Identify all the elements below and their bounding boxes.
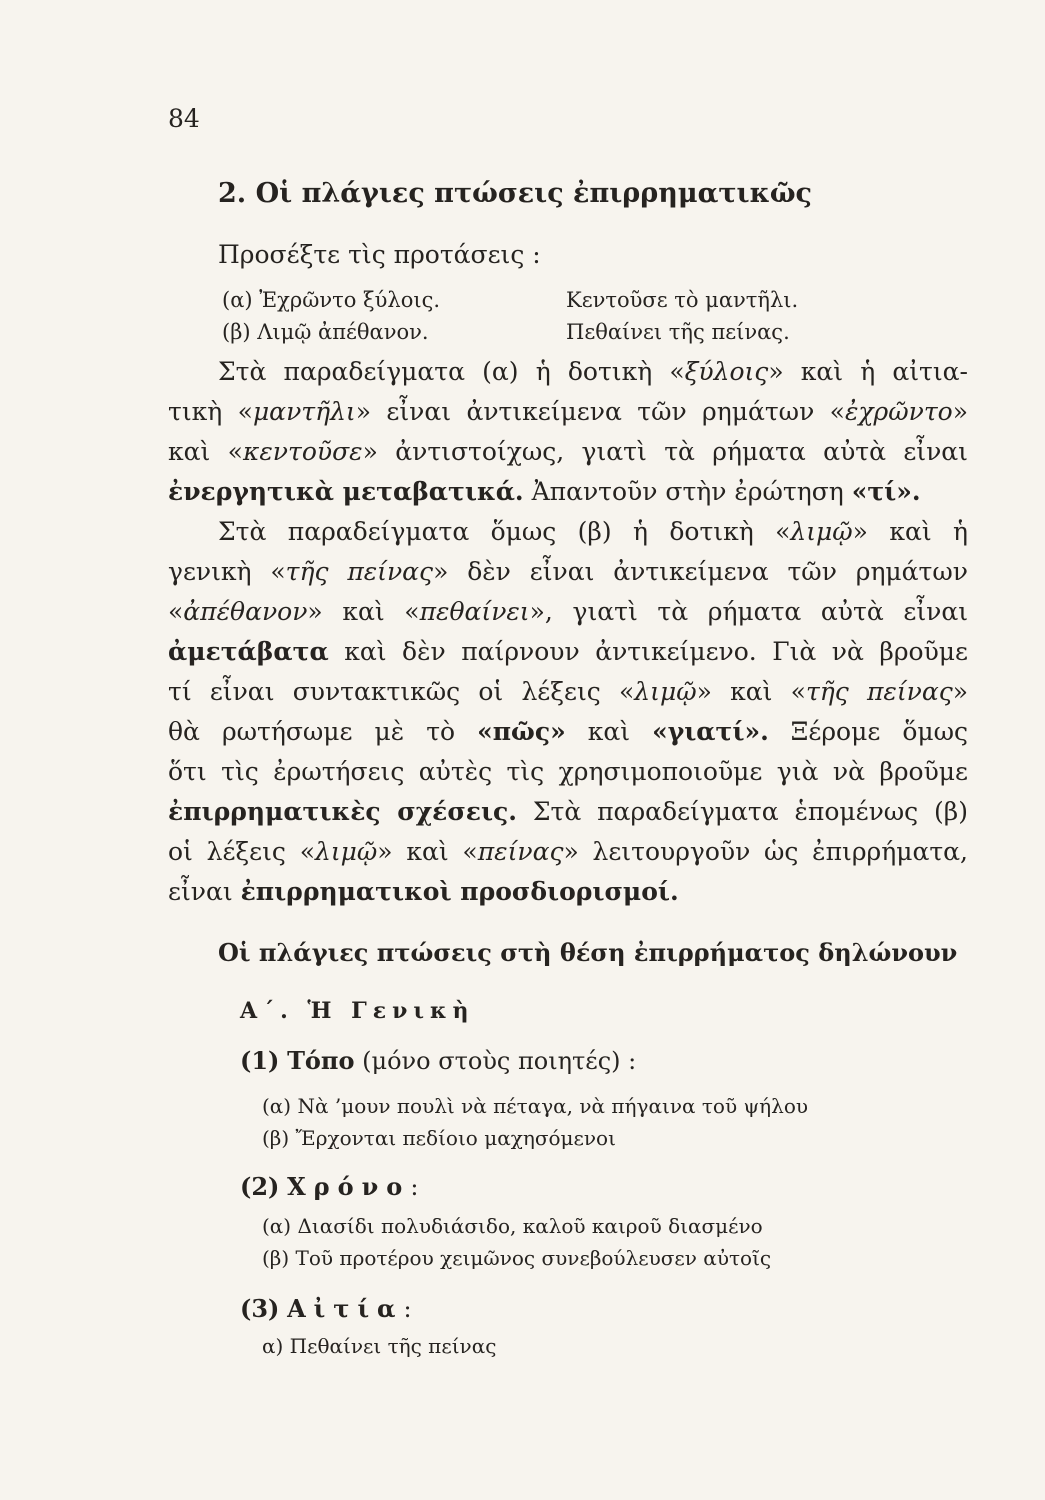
bold-term: ἀμετάβατα: [168, 637, 329, 666]
text-run: » ἀντιστοίχως, γιατὶ τὰ ρήματα αὐτὰ εἶναι: [362, 437, 968, 466]
category-time: [240, 1172, 418, 1201]
italic-term: μαντῆλι: [252, 397, 356, 426]
category-label: Χρόνο: [287, 1172, 411, 1201]
italic-term: κεντοῦσε: [242, 437, 363, 466]
text-run: Στὰ παραδείγματα ὅμως (β) ἡ δοτικὴ «: [218, 517, 791, 546]
text-run: τί εἶναι συντακτικῶς οἱ λέξεις «: [168, 677, 635, 706]
paragraph-2: [168, 512, 968, 912]
text-run: »: [952, 397, 968, 426]
bold-term: «πῶς»: [477, 717, 566, 746]
text-run: Ξέρομε ὅμως: [768, 717, 969, 746]
text-run: » καὶ «: [377, 837, 478, 866]
text-run: » δὲν εἶναι ἀντικείμενα τῶν ρημάτων: [433, 557, 968, 586]
italic-term: ἐχρῶντο: [844, 397, 953, 426]
paragraph-line: [168, 352, 968, 392]
category-cause: [240, 1294, 412, 1323]
bold-term: ἐπιρρηματικὲς σχέσεις.: [168, 797, 517, 826]
paragraph-line: ὅτι τὶς ἐρωτήσεις αὐτὲς τὶς χρησιμοποιοῦμε γιὰ νὰ βροῦμε: [168, 757, 968, 786]
paragraph-1: [168, 352, 968, 512]
category-label: Τόπο: [287, 1046, 355, 1075]
text-run: », γιατὶ τὰ ρήματα αὐτὰ εἶναι: [529, 597, 968, 626]
italic-term: τῆς πείνας: [805, 677, 953, 706]
text-run: γενικὴ «: [168, 557, 286, 586]
category-example: (α) Νὰ ’μουν πουλὶ νὰ πέταγα, νὰ πήγαινα τοῦ ψήλου: [262, 1094, 809, 1118]
genitive-heading: Α΄. Ἡ Γενικὴ: [240, 998, 475, 1024]
category-number: (1): [240, 1046, 280, 1075]
text-run: Στὰ παραδείγματα ἑπομένως (β): [517, 797, 968, 826]
category-place: [240, 1046, 636, 1075]
bold-term: «γιατί».: [652, 717, 769, 746]
italic-term: τῆς πείνας: [285, 557, 434, 586]
example-b-right: Πεθαίνει τῆς πείνας.: [566, 320, 790, 344]
category-example: α) Πεθαίνει τῆς πείνας: [262, 1334, 497, 1358]
text-run: » καὶ «: [307, 597, 420, 626]
paragraph-line: [168, 512, 968, 552]
example-b-left: (β) Λιμῷ ἀπέθανον.: [222, 320, 429, 344]
section-title: 2. Οἱ πλάγιες πτώσεις ἐπιρρηματικῶς: [218, 178, 812, 209]
italic-term: λιμῷ: [790, 517, 853, 546]
text-run: καὶ «: [168, 437, 243, 466]
category-number: (2): [240, 1172, 280, 1201]
bold-term: «τί».: [851, 477, 921, 506]
text-run: καὶ δὲν παίρνουν ἀντικείμενο. Γιὰ νὰ βροῦμε: [328, 637, 968, 666]
paragraph-line: [168, 592, 968, 632]
italic-term: λιμῷ: [634, 677, 697, 706]
text-run: » καὶ ἡ: [852, 517, 969, 546]
text-run: θὰ ρωτήσωμε μὲ τὸ: [168, 717, 478, 746]
text-run: » καὶ ἡ αἰτια-: [768, 357, 968, 386]
text-run: »: [952, 677, 968, 706]
category-note: :: [410, 1173, 419, 1201]
bold-term: ἐνεργητικὰ μεταβατικά.: [168, 477, 524, 506]
italic-term: ξύλοις: [684, 357, 769, 386]
paragraph-line: [168, 552, 968, 592]
text-run: » εἶναι ἀντικείμενα τῶν ρημάτων «: [355, 397, 845, 426]
text-run: » καὶ «: [696, 677, 806, 706]
category-label: Αἰτία: [287, 1294, 404, 1323]
paragraph-line: [168, 672, 968, 712]
category-note: :: [403, 1295, 412, 1323]
paragraph-line: [168, 392, 968, 432]
category-note: (μόνο στοὺς ποιητές) :: [354, 1047, 637, 1075]
category-example: (α) Διασίδι πολυδιάσιδο, καλοῦ καιροῦ διασμένο: [262, 1214, 763, 1238]
paragraph-line: [168, 632, 968, 672]
paragraph-line: [168, 712, 968, 752]
example-a-right: Κεντοῦσε τὸ μαντῆλι.: [566, 288, 799, 312]
example-a-left: (α) Ἐχρῶντο ξύλοις.: [222, 288, 441, 312]
paragraph-line: [168, 832, 968, 872]
text-run: Στὰ παραδείγματα (α) ἡ δοτικὴ «: [218, 357, 685, 386]
paragraph-line: [168, 792, 968, 832]
text-run: » λειτουργοῦν ὡς ἐπιρρήματα,: [563, 837, 968, 866]
paragraph-line: [168, 432, 968, 472]
text-run: τικὴ «: [168, 397, 253, 426]
italic-term: πείνας: [477, 837, 564, 866]
italic-term: πεθαίνει: [419, 597, 530, 626]
paragraph-line: [168, 472, 968, 512]
italic-term: ἀπέθανον: [183, 597, 308, 626]
text-run: καὶ: [565, 717, 653, 746]
category-example: (β) Ἔρχονται πεδίοιο μαχησόμενοι: [262, 1126, 616, 1150]
text-run: Ἀπαντοῦν στὴν ἐρώτηση: [523, 477, 852, 506]
italic-term: λιμῷ: [315, 837, 378, 866]
category-number: (3): [240, 1294, 280, 1323]
text-run: οἱ λέξεις «: [168, 837, 315, 866]
category-example: (β) Τοῦ προτέρου χειμῶνος συνεβούλευσεν αὐτοῖς: [262, 1246, 772, 1270]
intro-text: Προσέξτε τὶς προτάσεις :: [218, 240, 541, 269]
subheading: Οἱ πλάγιες πτώσεις στὴ θέση ἐπιρρήματος δηλώνουν: [218, 938, 958, 967]
text-run: εἶναι: [168, 877, 241, 906]
paragraph-line: [168, 872, 968, 912]
bold-term: ἐπιρρηματικοὶ προσδιορισμοί.: [240, 877, 679, 906]
page-number: 84: [168, 104, 200, 133]
text-run: «: [168, 597, 184, 626]
